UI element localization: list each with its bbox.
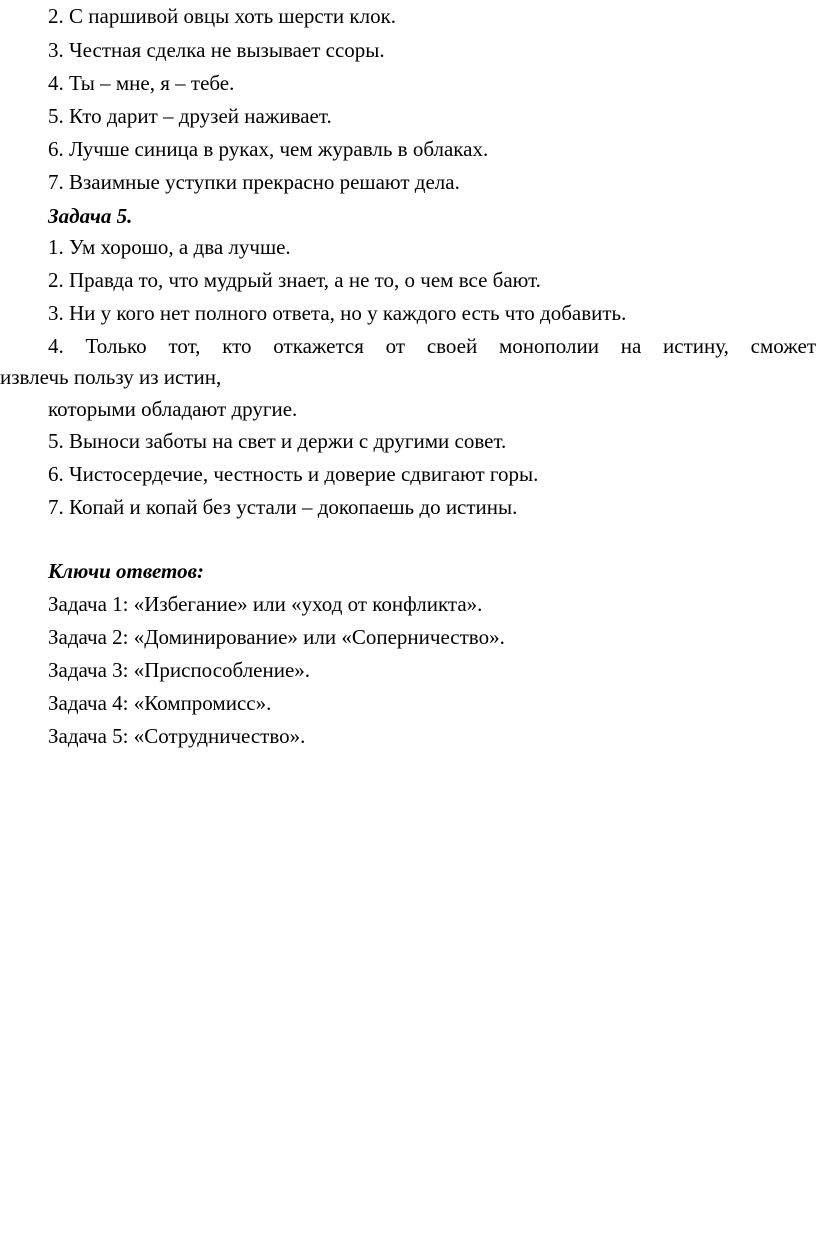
task5-heading: Задача 5. [48, 204, 133, 228]
proverb-item: 6. Чистосердечие, честность и доверие сдвигают горы. [48, 462, 539, 486]
proverb-item: 7. Взаимные уступки прекрасно решают дела. [48, 170, 460, 194]
answers-heading: Ключи ответов: [48, 559, 204, 583]
answer-item: Задача 1: «Избегание» или «уход от конфликта». [48, 592, 483, 616]
proverb-item: 3. Ни у кого нет полного ответа, но у каждого есть что добавить. [48, 301, 627, 325]
proverb-item-4-line3: которыми обладают другие. [48, 397, 298, 421]
answer-item: Задача 4: «Компромисс». [48, 691, 272, 715]
proverb-item: 5. Выноси заботы на свет и держи с другими совет. [48, 429, 507, 453]
proverb-item-4-line1: 4. Только тот, кто откажется от своей монополии на истину, сможет [48, 334, 816, 358]
answer-item: Задача 5: «Сотрудничество». [48, 724, 306, 748]
proverb-item: 1. Ум хорошо, а два лучше. [48, 235, 291, 259]
proverb-item-4-line2: извлечь пользу из истин, [0, 365, 222, 389]
proverb-item: 6. Лучше синица в руках, чем журавль в облаках. [48, 137, 489, 161]
answer-item: Задача 2: «Доминирование» или «Соперничество». [48, 625, 505, 649]
proverb-item: 2. С паршивой овцы хоть шерсти клок. [48, 4, 397, 28]
answer-item: Задача 3: «Приспособление». [48, 658, 311, 682]
proverb-item: 5. Кто дарит – друзей наживает. [48, 104, 332, 128]
proverb-item: 4. Ты – мне, я – тебе. [48, 71, 235, 95]
proverb-item: 7. Копай и копай без устали – докопаешь до истины. [48, 495, 518, 519]
proverb-item: 2. Правда то, что мудрый знает, а не то, о чем все бают. [48, 268, 541, 292]
proverb-item: 3. Честная сделка не вызывает ссоры. [48, 38, 385, 62]
